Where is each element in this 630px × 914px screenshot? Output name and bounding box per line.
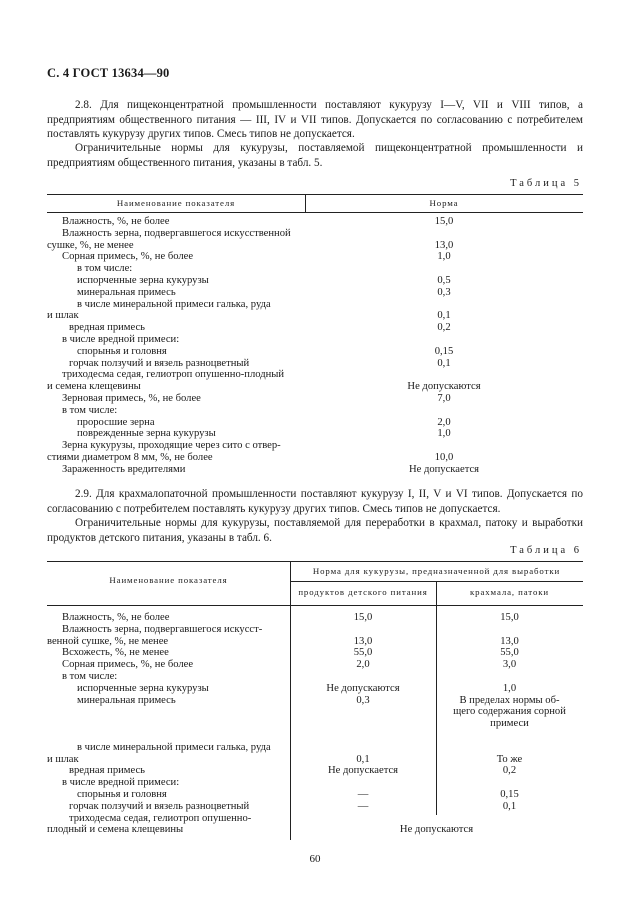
- table-5-row-name: в том числе:: [77, 263, 133, 275]
- table-5-row-value: 0,3: [437, 286, 451, 298]
- table-5-row-name: горчак ползучий и вязель разноцветный: [69, 357, 250, 369]
- table-6-row-child-food-value: 0,3: [356, 694, 370, 706]
- table-row: [47, 346, 583, 358]
- table-row: [47, 789, 583, 801]
- table-5-row-name: и семена клещевины: [47, 381, 141, 393]
- table-5-caption: Таблица 5: [510, 178, 582, 189]
- table-row: [47, 706, 583, 718]
- table-row: [47, 322, 583, 334]
- table-6-top-rule: [47, 561, 583, 562]
- paragraph-2-8-norms: Ограничительные нормы для кукурузы, поставляемой пищеконцентратной промышленности и предприятиям общественного питания, указаны в табл. 5.: [47, 142, 583, 169]
- table-5-row-name: стиями диаметром 8 мм, %, не более: [47, 452, 213, 463]
- table-row: [47, 730, 583, 742]
- table-row: [47, 334, 583, 346]
- table-6-col-child-food-header: продуктов детского питания: [298, 587, 428, 597]
- table-6-row-child-food-value: —: [357, 789, 369, 800]
- table-5-row-name: спорынья и головня: [77, 345, 167, 357]
- table-5-row-value: 2,0: [437, 416, 451, 428]
- table-6-row-child-food-value: 2,0: [356, 659, 370, 671]
- table-6-row-starch-value: То же: [496, 753, 523, 765]
- table-row: [47, 393, 583, 405]
- table-row: [47, 381, 583, 393]
- table-row: [47, 440, 583, 452]
- table-row: [47, 251, 583, 263]
- table-6-row-child-food-value: Не допускаются: [326, 682, 400, 694]
- table-6-row-name: в том числе:: [62, 671, 118, 682]
- table-6-header-rule: [47, 605, 583, 606]
- table-6-row-name: Сорная примесь, %, не более: [62, 659, 194, 671]
- table-row: [47, 813, 583, 825]
- table-5-row-value: 0,2: [437, 322, 451, 334]
- table-6-row-name: испорченные зерна кукурузы: [77, 682, 209, 694]
- table-6-row-starch-value: 0,1: [502, 800, 517, 812]
- table-6-row-name: вредная примесь: [69, 765, 145, 777]
- table-row: [47, 636, 583, 648]
- table-6-row-name: и шлак: [47, 753, 79, 765]
- table-6-row-starch-value: 0,15: [500, 789, 519, 800]
- page-number: 60: [309, 853, 321, 865]
- table-6-col-group-header: Норма для кукурузы, предназначенной для выработки: [312, 566, 561, 576]
- table-6-caption: Таблица 6: [510, 545, 582, 556]
- table-5-top-rule: [47, 194, 583, 195]
- table-6-row-starch-value: 3,0: [502, 659, 517, 671]
- table-6-col-starch-header: крахмала, патоки: [469, 587, 550, 597]
- table-5-row-value: 1,0: [437, 251, 451, 263]
- table-5-header-rule: [47, 212, 583, 213]
- table-row: [47, 287, 583, 299]
- table-6-row-starch-value: 15,0: [500, 612, 519, 623]
- table-row: [47, 216, 583, 228]
- table-5-row-name: Сорная примесь, %, не более: [62, 251, 194, 263]
- table-row: [47, 777, 583, 789]
- table-row: [47, 417, 583, 429]
- table-6-row-name: горчак ползучий и вязель разноцветный: [69, 800, 250, 812]
- table-6-row-starch-value: щего содержания сорной: [453, 706, 566, 718]
- table-row: [47, 369, 583, 381]
- table-row: [47, 695, 583, 707]
- table-5-row-value: Не допускается: [408, 463, 480, 475]
- table-6-row-name: в числе минеральной примеси галька, руда: [77, 741, 271, 753]
- table-5-row-value: 10,0: [434, 452, 454, 463]
- table-row: [47, 683, 583, 695]
- table-6-row-name: плодный и семена клещевины: [47, 824, 184, 836]
- page-header: С. 4 ГОСТ 13634—90: [47, 66, 170, 80]
- table-row: [47, 240, 583, 252]
- table-5-row-name: сушке, %, не менее: [47, 239, 134, 251]
- table-6-row-starch-value: 0,2: [502, 765, 517, 777]
- table-5-row-name: в числе вредной примеси:: [62, 334, 180, 345]
- table-5-row-value: Не допускаются: [407, 381, 481, 393]
- table-6-row-child-food-value: Не допускается: [327, 765, 399, 777]
- table-5-row-name: испорченные зерна кукурузы: [77, 275, 209, 286]
- table-row: [47, 612, 583, 624]
- table-row: [47, 624, 583, 636]
- table-6-row-starch-value: В пределах нормы об-: [459, 694, 560, 706]
- table-5-row-name: вредная примесь: [69, 322, 145, 334]
- table-5-row-name: Влажность зерна, подвергавшегося искусственной: [62, 227, 291, 239]
- table-5-row-value: 0,15: [434, 345, 454, 357]
- table-5-row-value: 0,5: [437, 275, 451, 286]
- table-6-row-name: Влажность зерна, подвергавшегося искусст-: [62, 623, 263, 635]
- table-row: [47, 228, 583, 240]
- table-5-row-name: Зерна кукурузы, проходящие через сито с отвер-: [62, 440, 281, 452]
- table-5-col-name-header: Наименование показателя: [116, 198, 236, 208]
- paragraph-2-9-norms: Ограничительные нормы для кукурузы, поставляемой для переработки в крахмал, патоку и выработки продуктов детского питания, указаны в табл. 6.: [47, 517, 583, 544]
- table-6-row-starch-value: 1,0: [502, 682, 517, 694]
- table-row: [47, 428, 583, 440]
- table-5-row-name: проросшие зерна: [77, 416, 155, 428]
- table-row: [47, 464, 583, 476]
- table-5-row-name: и шлак: [47, 310, 79, 322]
- table-row: [47, 299, 583, 311]
- table-6-row-name: венной сушке, %, не менее: [47, 635, 169, 647]
- table-5-row-name: в числе минеральной примеси галька, руда: [77, 298, 271, 310]
- table-6-row-name: триходесма седая, гелиотроп опушенно-: [69, 812, 252, 824]
- table-row: [47, 824, 583, 836]
- table-5-col-norm-header: Норма: [429, 198, 459, 208]
- table-6-row-merged-value: Не допускаются: [399, 824, 474, 836]
- table-6-row-name: минеральная примесь: [77, 694, 176, 706]
- table-5-row-value: 0,1: [437, 357, 451, 369]
- table-6-row-name: спорынья и головня: [77, 789, 167, 800]
- table-row: [47, 275, 583, 287]
- table-row: [47, 263, 583, 275]
- table-6-row-starch-value: 13,0: [500, 635, 519, 647]
- table-row: [47, 452, 583, 464]
- table-row: [47, 718, 583, 730]
- table-6-row-child-food-value: 15,0: [353, 612, 373, 623]
- table-row: [47, 742, 583, 754]
- table-6-row-child-food-value: —: [357, 800, 369, 812]
- table-6-row-name: Всхожесть, %, не менее: [62, 647, 169, 659]
- table-5-row-value: 15,0: [434, 216, 454, 227]
- table-5-row-name: триходесма седая, гелиотроп опушенно-плодный: [62, 369, 285, 381]
- table-6-row-child-food-value: 13,0: [353, 635, 373, 647]
- table-row: [47, 671, 583, 683]
- table-5-row-name: поврежденные зерна кукурузы: [77, 428, 216, 440]
- table-5-row-name: минеральная примесь: [77, 286, 176, 298]
- table-5-row-name: Зерновая примесь, %, не более: [62, 393, 201, 404]
- table-row: [47, 765, 583, 777]
- paragraph-2-9: 2.9. Для крахмалопаточной промышленности поставляют кукурузу I, II, V и VI типов. Допускается по согласованию с потребителем поставлять кукурузу других типов. Смесь типов не допускается.: [47, 488, 583, 515]
- table-6-row-name: Влажность, %, не более: [62, 612, 170, 623]
- table-5-row-name: Влажность, %, не более: [62, 216, 170, 227]
- table-5-row-value: 1,0: [437, 428, 451, 440]
- table-6-row-starch-value: 55,0: [500, 647, 519, 659]
- table-5-row-value: 13,0: [434, 239, 454, 251]
- table-row: [47, 358, 583, 370]
- table-row: [47, 405, 583, 417]
- table-row: [47, 754, 583, 766]
- table-5-row-name: Зараженность вредителями: [62, 463, 186, 475]
- table-6-group-rule: [290, 581, 583, 582]
- table-6-row-child-food-value: 55,0: [353, 647, 373, 659]
- table-6-row-starch-value: примеси: [490, 718, 529, 730]
- paragraph-2-8: 2.8. Для пищеконцентратной промышленности поставляют кукурузу I—V, VII и VIII типов, а предприятиям общественного питания — III, IV и VII типов. Допускается по согласованию с потребителем поставлять кукурузу других типов. Смесь типов не допускается.: [47, 99, 583, 140]
- table-6-row-name: в числе вредной примеси:: [62, 777, 180, 789]
- table-5-row-value: 0,1: [437, 310, 451, 322]
- table-6-row-child-food-value: 0,1: [356, 753, 370, 765]
- table-row: [47, 801, 583, 813]
- table-row: [47, 310, 583, 322]
- table-row: [47, 659, 583, 671]
- table-6-col-name-header: Наименование показателя: [109, 575, 228, 585]
- table-row: [47, 647, 583, 659]
- table-5-row-name: в том числе:: [62, 404, 118, 416]
- table-5-row-value: 7,0: [437, 393, 451, 404]
